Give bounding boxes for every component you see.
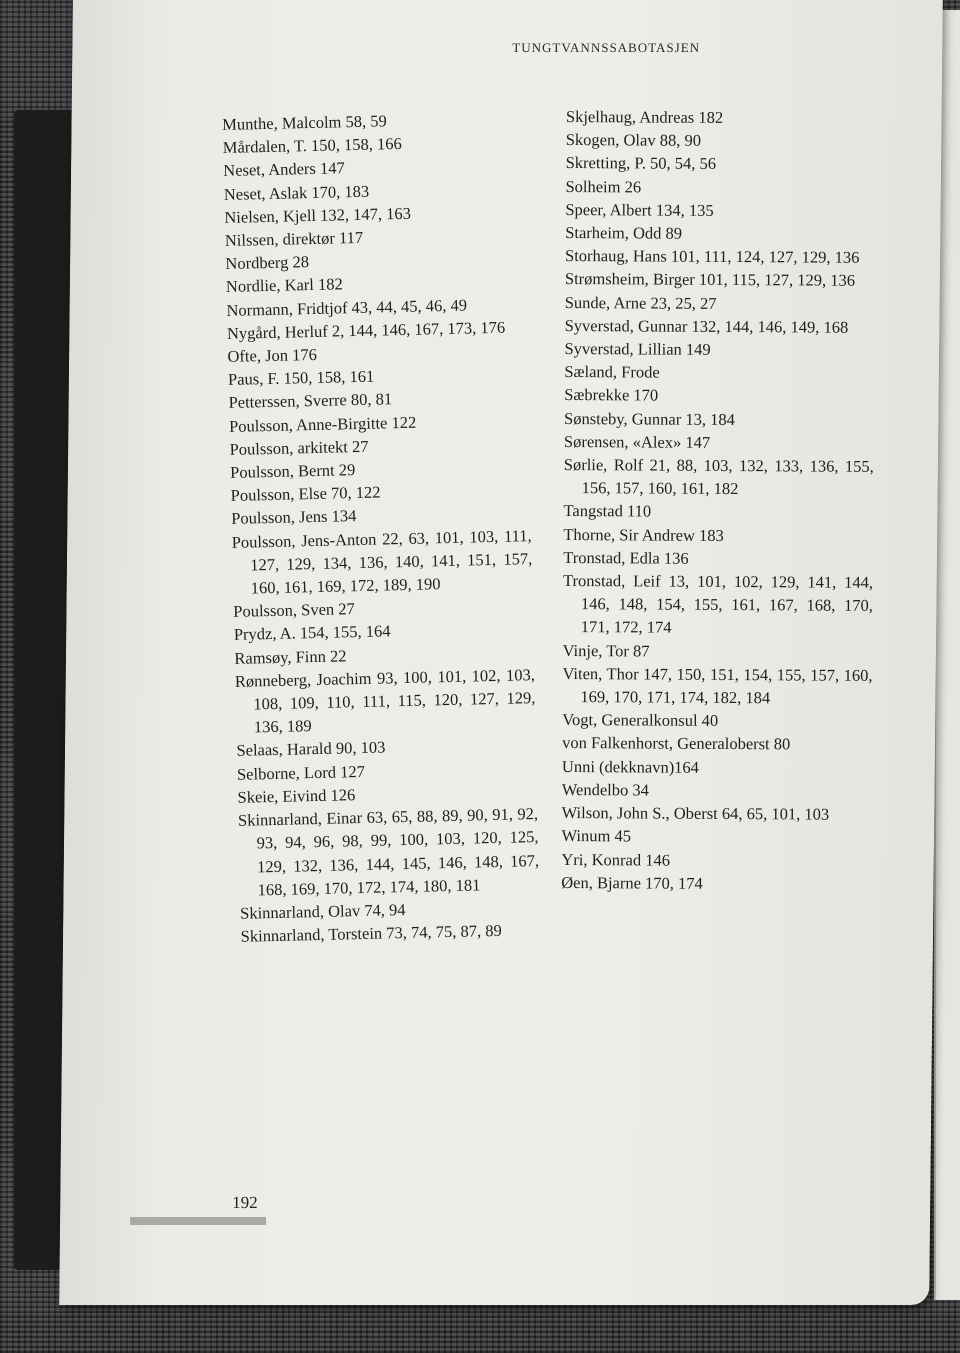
running-head: TUNGTVANNSSABOTASJEN bbox=[512, 40, 701, 55]
index-entry: Sæbrekke 170 bbox=[564, 385, 659, 406]
index-entry: Rønneberg, Joachim 93, 100, 101, 102, 103, 108, 109, 110, 111, 115, 120, 127, 129, 136, 189 bbox=[234, 664, 536, 737]
index-entry: Thorne, Sir Andrew 183 bbox=[563, 524, 724, 545]
index-entry: Skinnarland, Olav 74, 94 bbox=[239, 899, 406, 923]
index-entry: Poulsson, Anne-Birgitte 122 bbox=[228, 412, 417, 436]
page-number: 192 bbox=[232, 1193, 258, 1212]
index-entry: Normann, Fridtjof 43, 44, 45, 46, 49 bbox=[226, 295, 468, 320]
index-entry: Tronstad, Leif 13, 101, 102, 129, 141, 144, 146, 148, 154, 155, 161, 167, 168, 170, 171, 172, 174 bbox=[563, 571, 874, 638]
index-entry: Wilson, John S., Oberst 64, 65, 101, 103 bbox=[561, 803, 830, 824]
index-entry: Prydz, A. 154, 155, 164 bbox=[233, 621, 391, 645]
index-entry: Storhaug, Hans 101, 111, 124, 127, 129, 136 bbox=[565, 246, 860, 268]
index-entry: Wendelbo 34 bbox=[561, 779, 649, 800]
index-entry: von Falkenhorst, Generaloberst 80 bbox=[562, 733, 791, 754]
index-entry: Poulsson, Bernt 29 bbox=[229, 460, 356, 482]
index-entry: Mårdalen, T. 150, 158, 166 bbox=[222, 134, 402, 158]
index-entry: Poulsson, arkitekt 27 bbox=[229, 436, 369, 459]
index-entry: Yri, Konrad 146 bbox=[561, 849, 671, 870]
index-entry: Speer, Albert 134, 135 bbox=[565, 199, 714, 220]
index-entry: Solheim 26 bbox=[565, 176, 642, 197]
index-entry: Sørlie, Rolf 21, 88, 103, 132, 133, 136, 155, 156, 157, 160, 161, 182 bbox=[563, 455, 874, 499]
index-entry: Sønsteby, Gunnar 13, 184 bbox=[564, 408, 735, 429]
index-entry: Syverstad, Gunnar 132, 144, 146, 149, 168 bbox=[564, 315, 849, 337]
index-entry: Neset, Anders 147 bbox=[223, 158, 345, 181]
index-entry: Winum 45 bbox=[561, 826, 632, 846]
index-entry: Sæland, Frode bbox=[564, 362, 660, 382]
index-entry: Selborne, Lord 127 bbox=[236, 761, 366, 784]
index-entry: Paus, F. 150, 158, 161 bbox=[227, 366, 375, 390]
index-entry: Skeie, Eivind 126 bbox=[237, 785, 356, 807]
index-entry: Nordlie, Karl 182 bbox=[225, 274, 343, 297]
index-entry: Vogt, Generalkonsul 40 bbox=[562, 710, 719, 731]
index-entry: Øen, Bjarne 170, 174 bbox=[561, 872, 703, 893]
index-entry: Unni (dekknavn)164 bbox=[561, 756, 700, 777]
index-entry: Poulsson, Jens-Anton 22, 63, 101, 103, 111, 127, 129, 134, 136, 140, 141, 151, 157, 160, 161, 169, 172, 189, 190 bbox=[231, 525, 533, 598]
index-entry: Skogen, Olav 88, 90 bbox=[565, 130, 702, 151]
index-entry: Ofte, Jon 176 bbox=[227, 344, 318, 366]
footer-rule bbox=[130, 1217, 266, 1225]
index-entry: Starheim, Odd 89 bbox=[565, 223, 683, 243]
index-right-column bbox=[561, 105, 876, 896]
index-entry: Nygård, Herluf 2, 144, 146, 167, 173, 176 bbox=[226, 317, 506, 343]
index-entry: Viten, Thor 147, 150, 151, 154, 155, 157, 160, 169, 170, 171, 174, 182, 184 bbox=[562, 663, 873, 708]
index-entry: Poulsson, Sven 27 bbox=[233, 599, 355, 622]
index-entry: Neset, Aslak 170, 183 bbox=[223, 181, 370, 204]
index-entry: Strømsheim, Birger 101, 115, 127, 129, 136 bbox=[564, 269, 856, 291]
index-entry: Munthe, Malcolm 58, 59 bbox=[222, 111, 387, 134]
index-entry: Sunde, Arne 23, 25, 27 bbox=[564, 292, 717, 313]
index-entry: Nilssen, direktør 117 bbox=[224, 227, 364, 250]
index-entry: Poulsson, Jens 134 bbox=[230, 506, 357, 529]
index-entry: Skinnarland, Einar 63, 65, 88, 89, 90, 91, 92, 93, 94, 96, 98, 99, 100, 103, 120, 125, 129, 132, 136, 144, 145, 146, 148, 167, 168, 169, 170, 172, 174, 180, 181 bbox=[237, 804, 540, 900]
index-entry: Skretting, P. 50, 54, 56 bbox=[565, 153, 717, 174]
index-entry: Vinje, Tor 87 bbox=[562, 640, 650, 661]
index-left-column bbox=[222, 106, 541, 948]
index-entry: Tangstad 110 bbox=[563, 501, 652, 521]
index-entry: Tronstad, Edla 136 bbox=[563, 547, 689, 568]
index-entry: Skjelhaug, Andreas 182 bbox=[565, 106, 724, 127]
index-entry: Poulsson, Else 70, 122 bbox=[230, 482, 381, 506]
index-entry: Nordberg 28 bbox=[225, 252, 310, 274]
index-entry: Sørensen, «Alex» 147 bbox=[563, 431, 711, 452]
index-entry: Syverstad, Lillian 149 bbox=[564, 339, 711, 359]
index-entry: Ramsøy, Finn 22 bbox=[234, 645, 347, 668]
index-entry: Skinnarland, Torstein 73, 74, 75, 87, 89 bbox=[240, 920, 502, 946]
index-entry: Nielsen, Kjell 132, 147, 163 bbox=[224, 203, 412, 227]
index-entry: Selaas, Harald 90, 103 bbox=[236, 737, 386, 761]
index-entry: Petterssen, Sverre 80, 81 bbox=[228, 389, 393, 413]
